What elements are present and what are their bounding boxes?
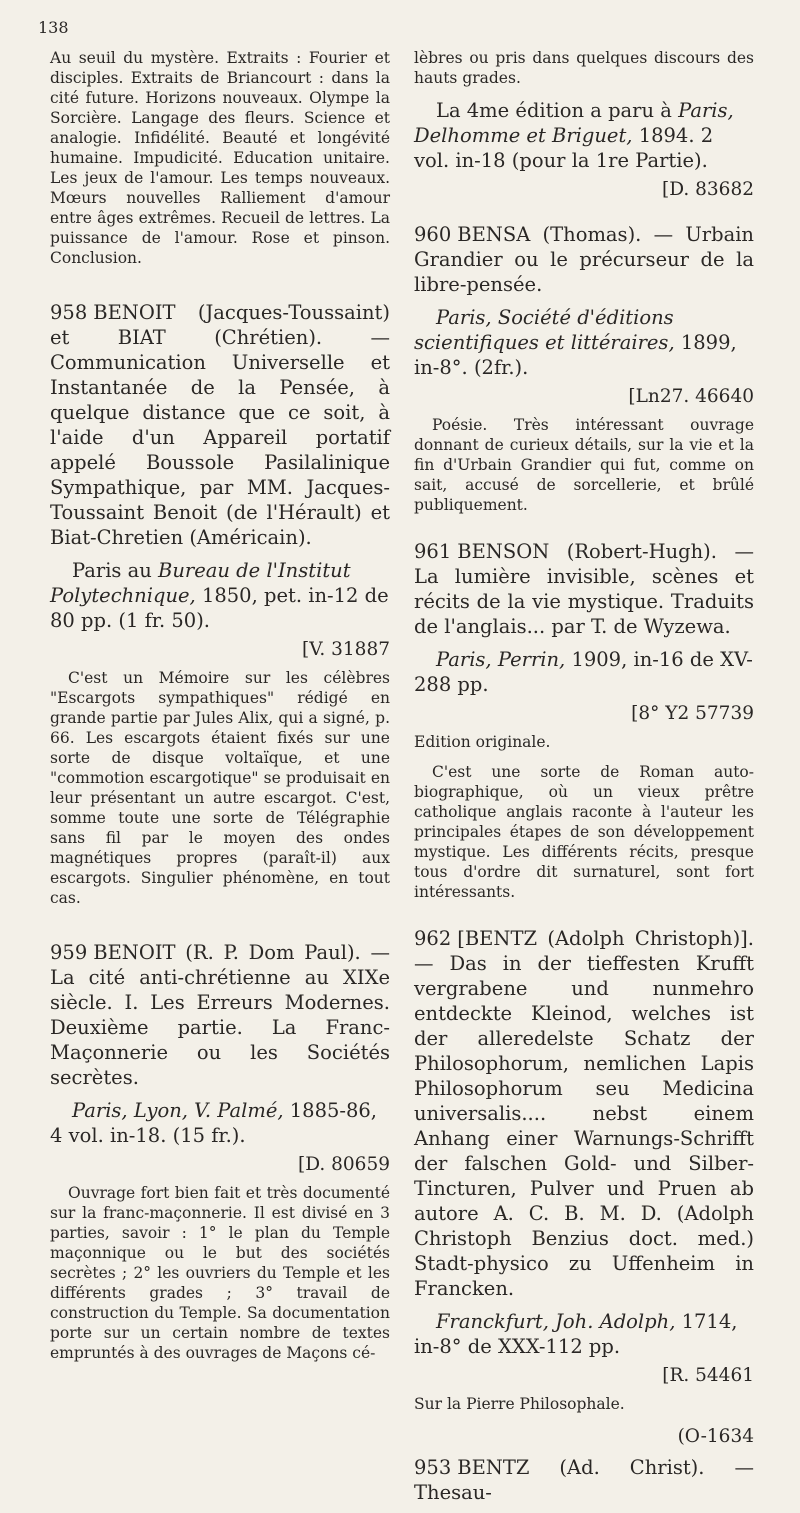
entry-number: 962: [414, 927, 452, 950]
entry-number: 961: [414, 540, 452, 563]
publisher: Paris, Société d'éditions scientifiques et littéraires,: [414, 306, 675, 354]
right-column: [414, 48, 754, 1513]
entry-961: [414, 539, 754, 639]
note-961: C'est une sorte de Roman auto-biographique, où un vieux prêtre catholique anglais raconte à l'auteur les principales étapes de son développement mystique. Les différents récits, presque tous d'ordre dit surnaturel, sont fort intéressants.: [414, 763, 754, 901]
publication-details: 1885-86, 4 vol. in-18. (15 fr.).: [50, 1099, 377, 1147]
publication-961: [414, 647, 754, 697]
entry-963: [414, 1455, 754, 1505]
note-959: Ouvrage fort bien fait et très documenté sur la franc-maçonnerie. Il est divisé en 3 parties, savoir : 1° le plan du Temple maçonnique ou le but des sociétés secrètes ; 2° les ouvriers du Temple et les différents grades ; 3° travail de construction du Temple. Sa documentation porte sur un certain nombre de textes empruntés à des ouvrages de Maçons cé-: [50, 1184, 390, 1362]
note-958: C'est un Mémoire sur les célèbres "Escargots sympathiques" rédigé en grande partie par Jules Alix, qui a signé, p. 66. Les escargots étaient fixés sur une sorte de disque voltaïque, et une "commotion escargotique" se produisait en leur présentant un autre escargot. C'est, somme toute une sorte de Télégraphie sans fil par le moyen des ondes magnétiques propres (paraît-il) aux escargots. Singulier phénomène, en tout cas.: [50, 669, 390, 907]
shelfmark-958: [V. 31887: [302, 639, 390, 660]
publication-962: [414, 1309, 754, 1359]
note-961-edition: Edition originale.: [414, 733, 551, 751]
publication-960: [414, 305, 754, 380]
continued-shelfmark: [D. 83682: [661, 179, 754, 200]
continued-publication: [414, 98, 754, 173]
publication-959: [50, 1098, 390, 1148]
entry-number: 958: [50, 301, 88, 324]
shelfmark-960: [Ln27. 46640: [628, 386, 754, 407]
entry-959: [50, 940, 390, 1090]
publisher: Bureau de l'Institut Polytechnique,: [50, 559, 351, 607]
continued-note: lèbres ou pris dans quelques discours des hauts grades.: [414, 49, 754, 87]
publisher: Franckfurt, Joh. Adolph,: [436, 1310, 676, 1333]
entry-number: 959: [50, 941, 88, 964]
entry-title: BENSON (Robert-Hugh). — La lumière invisible, scènes et récits de la vie mystique. Traduits de l'anglais... par T. de Wyzewa.: [414, 540, 754, 638]
publication-place: Paris au: [72, 559, 159, 582]
entry-number: 953: [414, 1456, 452, 1479]
publisher: Paris, Perrin,: [436, 648, 566, 671]
entry-title: BENOIT (Jacques-Toussaint) et BIAT (Chrétien). — Communication Universelle et Instantanée de la Pensée, à quelque distance que ce soit, à l'aide d'un Appareil portatif appelé Boussole Pasilalinique Sympathique, par MM. Jacques-Toussaint Benoit (de l'Hérault) et Biat-Chretien (Américain).: [50, 301, 390, 549]
page-number: 138: [38, 18, 69, 37]
entry-958: [50, 300, 390, 550]
shelfmark-962-secondary: (O-1634: [677, 1426, 754, 1447]
entry-title: BENOIT (R. P. Dom Paul). — La cité anti-chrétienne au XIXe siècle. I. Les Erreurs Modernes. Deuxième partie. La Franc-Maçonnerie ou les Sociétés secrètes.: [50, 941, 390, 1089]
shelfmark-961: [8° Y2 57739: [631, 703, 754, 724]
entry-title: [BENTZ (Adolph Christoph)]. — Das in der tieffesten Krufft vergrabene und nunmehro entdeckte Kleinod, welches ist der alleredelste Schatz der Philosophorum, nemlichen Lapis Philosophorum seu Medicina universalis.... nebst einem Anhang einer Warnungs-Schrifft der falschen Gold- und Silber-Tincturen, Pulver und Pruen ab autore A. C. B. M. D. (Adolph Christoph Benzius doct. med.) Stadt-physico zu Uffenheim in Francken.: [414, 927, 754, 1300]
note-962: Sur la Pierre Philosophale.: [414, 1395, 625, 1413]
publication-details: 1899, in-8°. (2fr.).: [414, 331, 737, 379]
entry-962: [414, 926, 754, 1301]
publisher: Paris, Delhomme et Briguet,: [414, 99, 734, 147]
note-960: Poésie. Très intéressant ouvrage donnant de curieux détails, sur la vie et la fin d'Urbain Grandier qui fut, comme on sait, accusé de sorcellerie, et brûlé publiquement.: [414, 416, 754, 514]
shelfmark-962: [R. 54461: [662, 1365, 754, 1386]
publisher: Paris, Lyon, V. Palmé,: [72, 1099, 284, 1122]
publication-958: [50, 558, 390, 633]
entry-960: [414, 222, 754, 297]
publication-details: 1714, in-8° de XXX-112 pp.: [414, 1310, 738, 1358]
publication-text: La 4me édition a paru à: [436, 99, 679, 122]
publication-details: 1850, pet. in-12 de 80 pp. (1 fr. 50).: [50, 584, 389, 632]
entry-number: 960: [414, 223, 452, 246]
publication-details: 1894. 2 vol. in-18 (pour la 1re Partie).: [414, 124, 714, 172]
intro-note: Au seuil du mystère. Extraits : Fourier et disciples. Extraits de Briancourt : dans la cité future. Horizons nouveaux. Olympe la Sorcière. Langage des fleurs. Science et analogie. Infidélité. Beauté et longévité humaine. Impudicité. Education unitaire. Les jeux de l'amour. Les temps nouveaux. Mœurs nouvelles Ralliement d'amour entre âges extrêmes. Recueil de lettres. La puissance de l'amour. Rose et pinson. Conclusion.: [50, 49, 390, 267]
entry-title: BENTZ (Ad. Christ). — Thesau-: [414, 1456, 754, 1504]
entry-title: BENSA (Thomas). — Urbain Grandier ou le précurseur de la libre-pensée.: [414, 223, 754, 296]
shelfmark-959: [D. 80659: [297, 1154, 390, 1175]
left-column: [50, 48, 390, 1373]
publication-details: 1909, in-16 de XV-288 pp.: [414, 648, 753, 696]
